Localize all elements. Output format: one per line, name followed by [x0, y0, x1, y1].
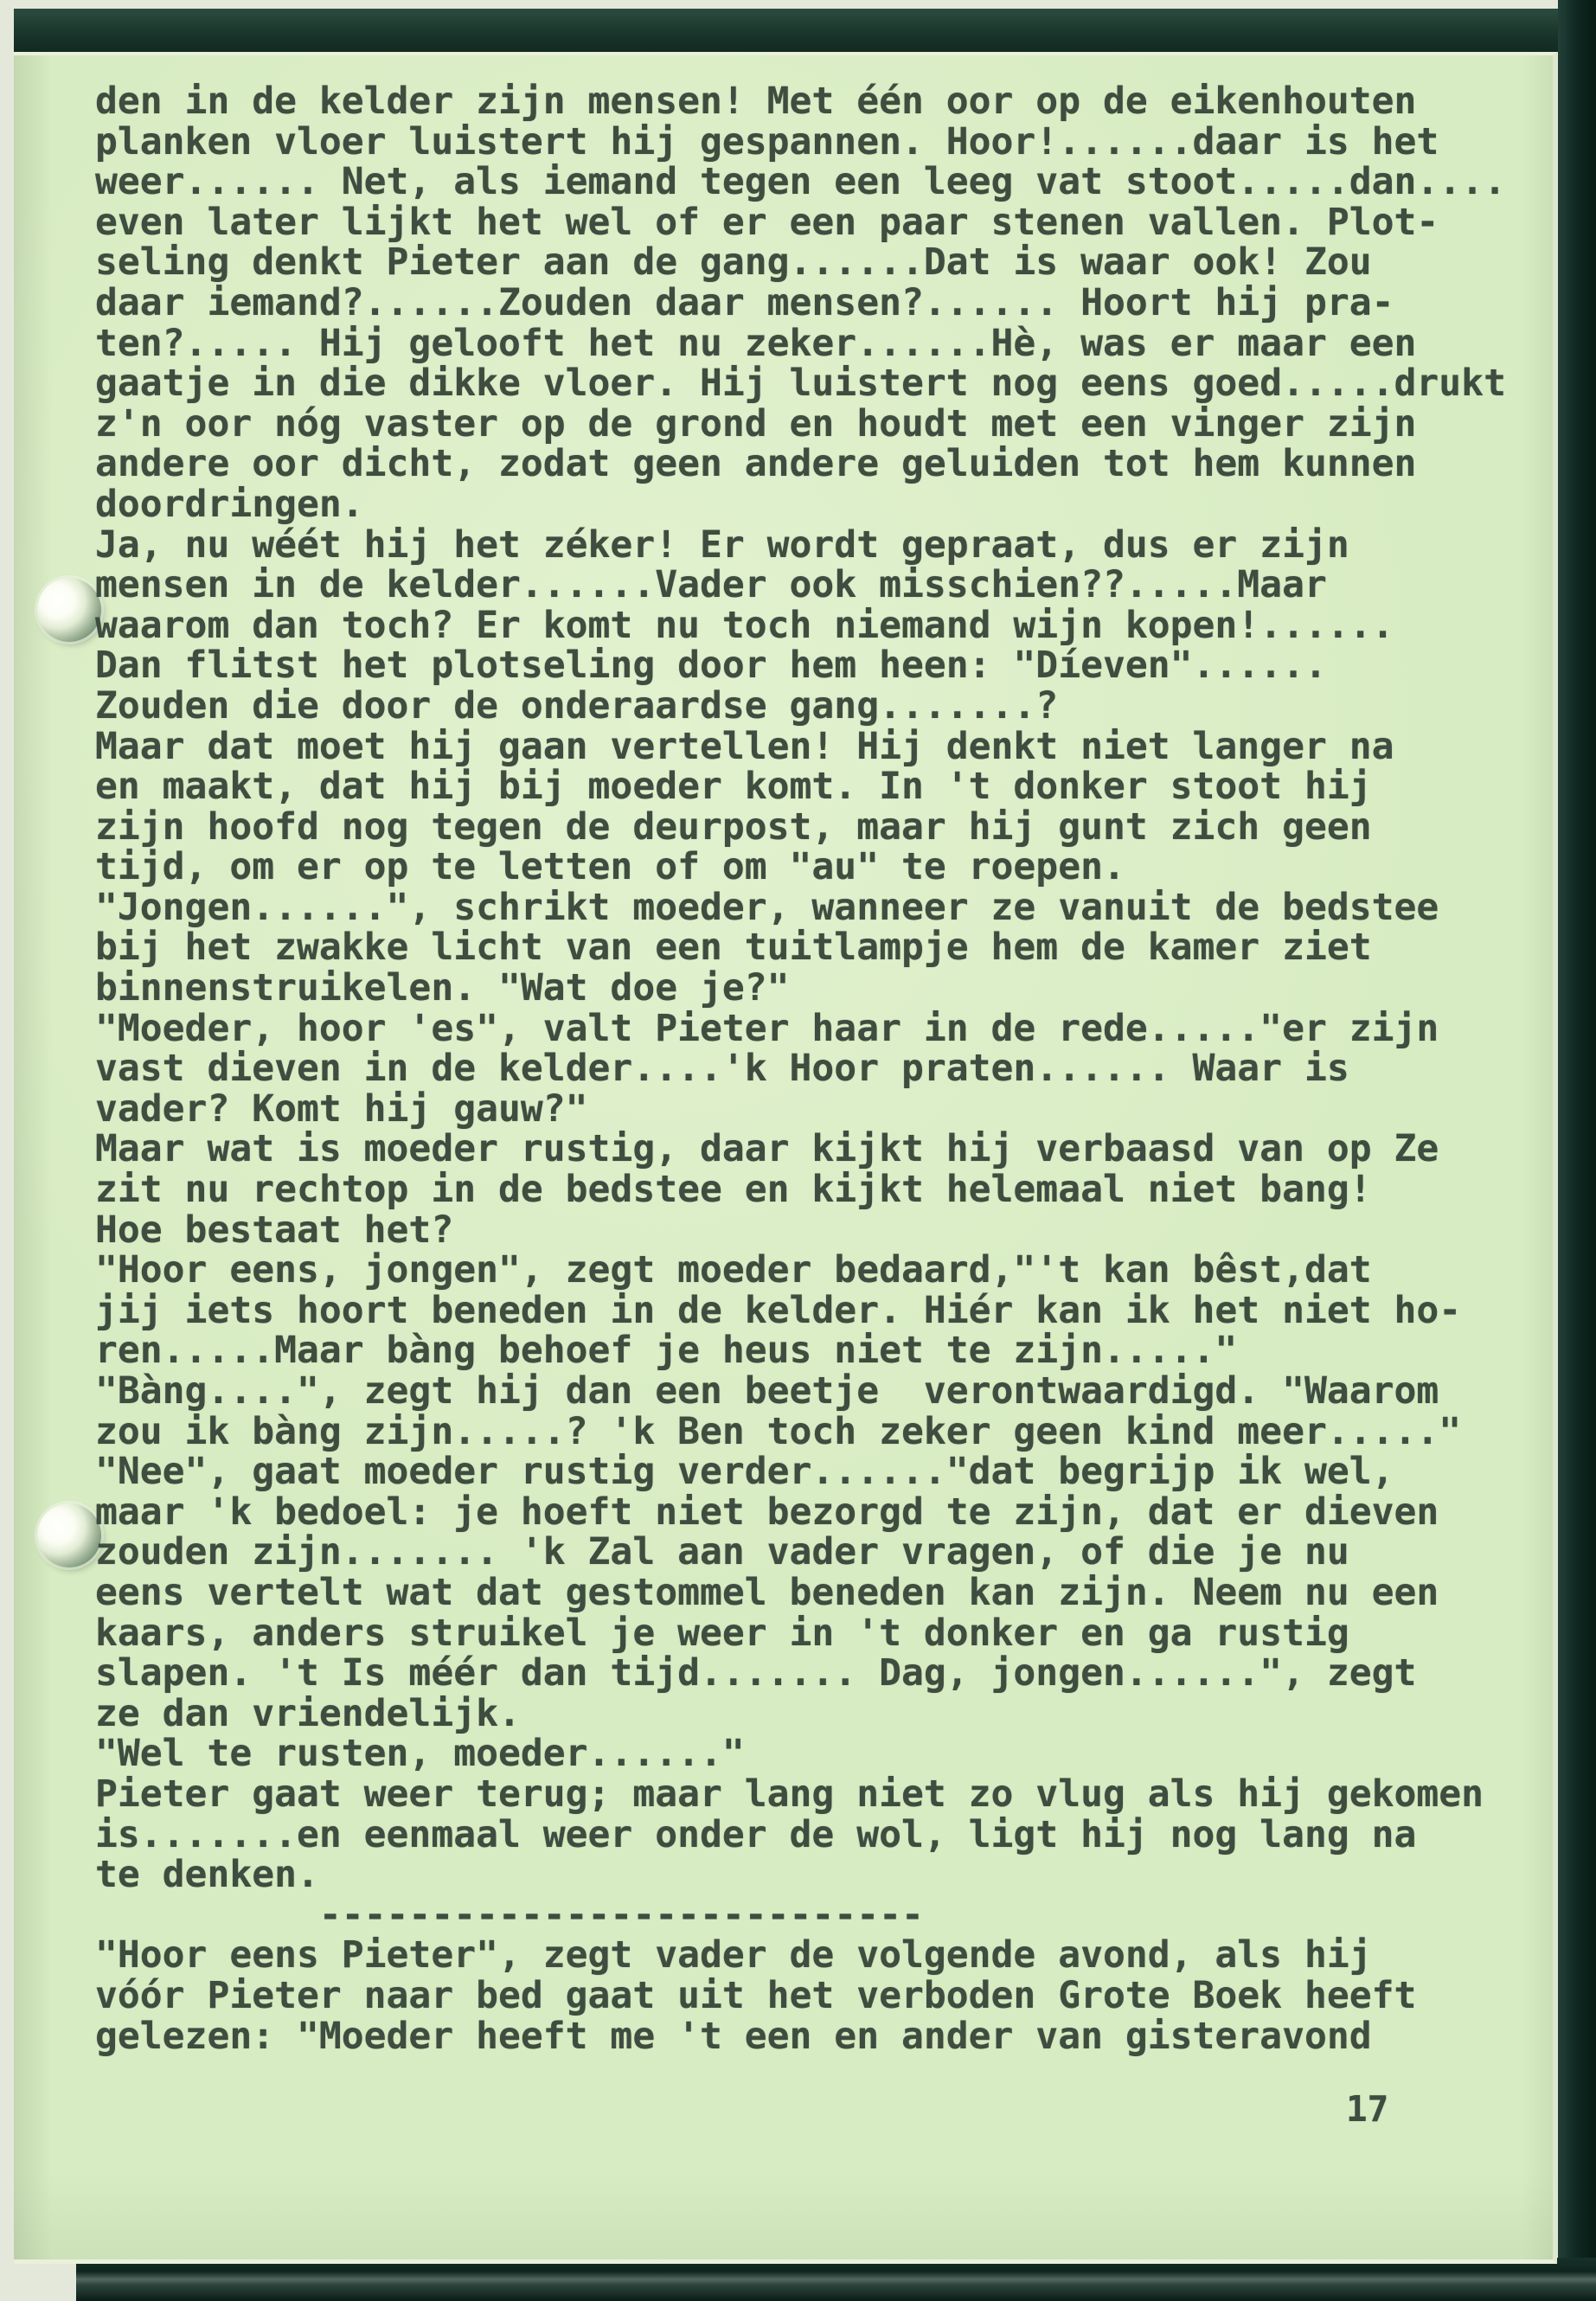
text-line: gaatje in die dikke vloer. Hij luistert nog eens goed.....drukt	[95, 362, 1506, 406]
text-line: Maar dat moet hij gaan vertellen! Hij denkt niet langer na	[95, 724, 1394, 768]
text-line: zouden zijn....... 'k Zal aan vader vragen, of die je nu	[95, 1530, 1349, 1574]
book-cover-right-edge	[1558, 0, 1596, 2301]
text-line: andere oor dicht, zodat geen andere geluiden tot hem kunnen	[95, 442, 1417, 486]
text-line: Pieter gaat weer terug; maar lang niet zo vlug als hij gekomen	[95, 1772, 1484, 1816]
text-line: "Hoor eens Pieter", zegt vader de volgende avond, als hij	[95, 1933, 1372, 1977]
text-line: weer...... Net, als iemand tegen een leeg vat stoot.....dan....	[95, 160, 1506, 204]
text-line: seling denkt Pieter aan de gang......Dat is waar ook! Zou	[95, 240, 1372, 285]
page-number: 17	[1346, 2088, 1389, 2130]
text-line: Zouden die door de onderaardse gang.......?	[95, 683, 1059, 727]
text-line: slapen. 't Is méér dan tijd....... Dag, jongen......", zegt	[95, 1651, 1417, 1695]
text-line: Hoe bestaat het?	[95, 1208, 454, 1252]
text-line: waarom dan toch? Er komt nu toch niemand wijn kopen!......	[95, 603, 1394, 647]
text-line: "Moeder, hoor 'es", valt Pieter haar in de rede....."er zijn	[95, 1006, 1439, 1050]
text-line: ---------------------------	[95, 1893, 924, 1937]
text-line: ze dan vriendelijk.	[95, 1691, 521, 1735]
text-line: ren.....Maar bàng behoef je heus niet te zijn....."	[95, 1329, 1238, 1373]
text-line: z'n oor nóg vaster op de grond en houdt met een vinger zijn	[95, 401, 1417, 445]
text-line: "Jongen......", schrikt moeder, wanneer ze vanuit de bedstee	[95, 885, 1439, 929]
text-line: planken vloer luistert hij gespannen. Hoor!......daar is het	[95, 119, 1439, 163]
text-line: maar 'k bedoel: je hoeft niet bezorgd te zijn, dat er dieven	[95, 1490, 1439, 1534]
text-line: en maakt, dat hij bij moeder komt. In 't donker stoot hij	[95, 765, 1372, 809]
text-line: doordringen.	[95, 482, 364, 526]
text-line: "Bàng....", zegt hij dan een beetje verontwaardigd. "Waarom	[95, 1369, 1439, 1413]
text-line: te denken.	[95, 1853, 319, 1897]
text-line: bij het zwakke licht van een tuitlampje hem de kamer ziet	[95, 926, 1372, 970]
text-line: vader? Komt hij gauw?"	[95, 1086, 588, 1131]
punch-hole-top	[37, 578, 101, 642]
text-line: jij iets hoort beneden in de kelder. Hiér kan ik het niet ho-	[95, 1288, 1462, 1332]
text-line: Dan flitst het plotseling door hem heen: "Díeven"......	[95, 644, 1327, 688]
book-cover-bottom-edge	[76, 2258, 1596, 2301]
text-line: mensen in de kelder......Vader ook misschien??.....Maar	[95, 563, 1327, 607]
text-line: Maar wat is moeder rustig, daar kijkt hij verbaasd van op Ze	[95, 1127, 1439, 1171]
text-line: binnenstruikelen. "Wat doe je?"	[95, 966, 790, 1010]
text-line: vóór Pieter naar bed gaat uit het verboden Grote Boek heeft	[95, 1973, 1417, 2017]
text-line: ten?..... Hij gelooft het nu zeker......Hè, was er maar een	[95, 321, 1417, 365]
text-line: kaars, anders struikel je weer in 't donker en ga rustig	[95, 1611, 1349, 1655]
page	[14, 52, 1557, 2264]
text-line: gelezen: "Moeder heeft me 't een en ander van gisteravond	[95, 2014, 1372, 2058]
text-line: Ja, nu wéét hij het zéker! Er wordt gepraat, dus er zijn	[95, 522, 1349, 567]
text-line: zit nu rechtop in de bedstee en kijkt helemaal niet bang!	[95, 1168, 1372, 1212]
text-line: "Hoor eens, jongen", zegt moeder bedaard,"'t kan bêst,dat	[95, 1248, 1372, 1292]
page-text	[95, 81, 1506, 2056]
text-line: vast dieven in de kelder....'k Hoor praten...... Waar is	[95, 1047, 1349, 1091]
text-line: zou ik bàng zijn.....? 'k Ben toch zeker geen kind meer....."	[95, 1409, 1462, 1453]
text-line: "Wel te rusten, moeder......"	[95, 1732, 745, 1776]
text-line: zijn hoofd nog tegen de deurpost, maar hij gunt zich geen	[95, 804, 1372, 849]
text-line: tijd, om er op te letten of om "au" te roepen.	[95, 845, 1125, 889]
text-line: daar iemand?......Zouden daar mensen?...... Hoort hij pra-	[95, 280, 1394, 324]
book-cover-top-edge	[14, 9, 1596, 52]
punch-hole-bottom	[37, 1503, 101, 1567]
text-line: even later lijkt het wel of er een paar stenen vallen. Plot-	[95, 200, 1439, 244]
text-line: is.......en eenmaal weer onder de wol, ligt hij nog lang na	[95, 1812, 1417, 1856]
text-line: "Nee", gaat moeder rustig verder......"dat begrijp ik wel,	[95, 1450, 1394, 1494]
text-line: eens vertelt wat dat gestommel beneden kan zijn. Neem nu een	[95, 1570, 1439, 1614]
text-line: den in de kelder zijn mensen! Met één oor op de eikenhouten	[95, 80, 1417, 123]
